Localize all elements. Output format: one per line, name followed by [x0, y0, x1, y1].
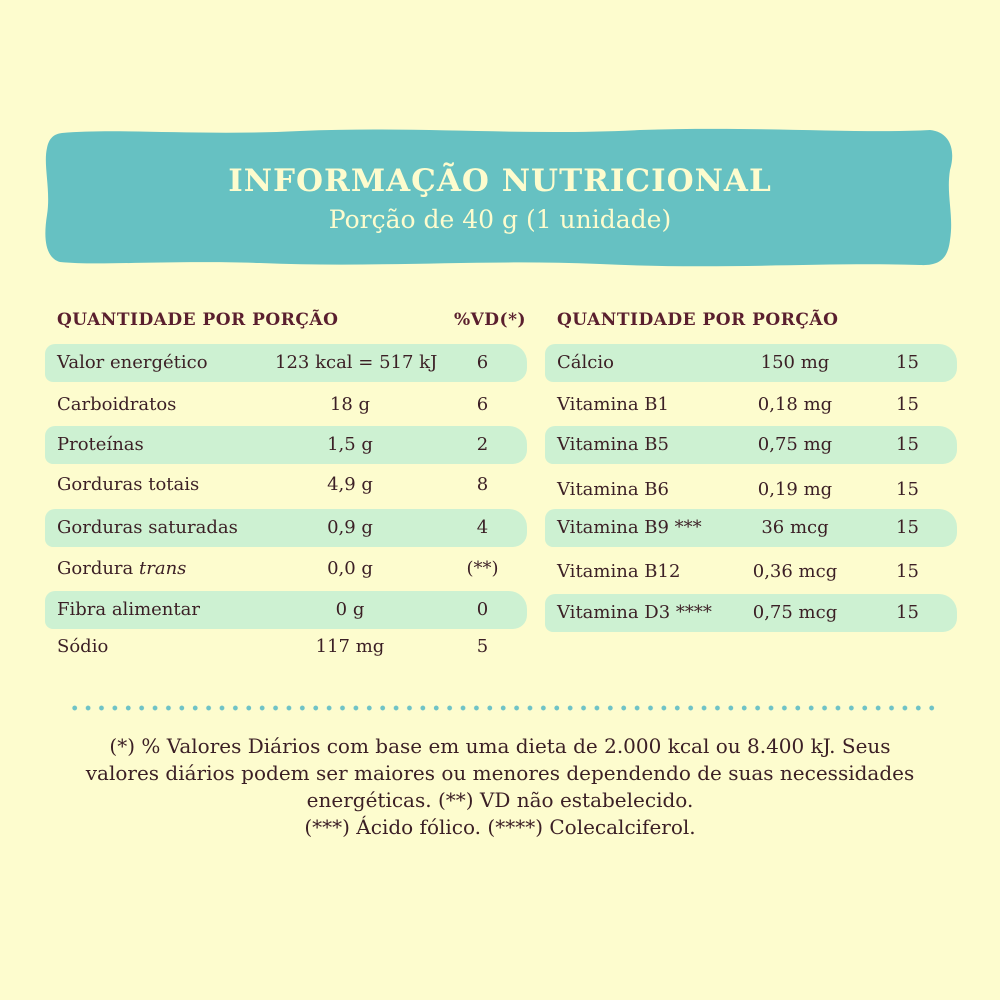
daily-value-percent: (**)	[466, 558, 499, 579]
nutrient-name-italic: trans	[139, 558, 187, 579]
nutrient-name: Vitamina D3 ****	[557, 602, 712, 623]
nutrient-amount: 150 mg	[760, 352, 830, 373]
daily-value-percent: 6	[476, 394, 489, 415]
table-header	[45, 310, 527, 336]
nutrient-amount: 0,36 mcg	[752, 561, 838, 582]
nutrient-amount: 4,9 g	[327, 474, 373, 495]
nutrient-amount: 0,75 mg	[757, 434, 833, 455]
vitamins-table	[545, 310, 957, 623]
table-row	[45, 509, 527, 547]
nutrient-name: Vitamina B9 ***	[557, 517, 702, 538]
nutrient-name: Vitamina B1	[557, 394, 669, 415]
daily-value-percent: 8	[476, 474, 489, 495]
portion-subtitle: Porção de 40 g (1 unidade)	[328, 205, 672, 234]
table-row	[545, 553, 957, 591]
nutrient-amount: 123 kcal = 517 kJ	[275, 352, 438, 373]
nutrient-name: Proteínas	[57, 434, 144, 455]
column-header-quantity: QUANTIDADE POR PORÇÃO	[557, 310, 839, 330]
footnote-line: valores diários podem ser maiores ou menores dependendo de suas necessidades	[85, 761, 915, 785]
nutrient-amount: 0,19 mg	[757, 479, 833, 500]
nutrient-name: Vitamina B5	[557, 434, 669, 455]
nutrient-name: Gorduras saturadas	[57, 517, 238, 538]
footnote-line: (***) Ácido fólico. (****) Colecalciferol.	[304, 815, 696, 839]
table-row	[545, 426, 957, 464]
nutrient-amount: 36 mcg	[761, 517, 829, 538]
nutrient-amount: 0,75 mcg	[752, 602, 838, 623]
table-row	[45, 426, 527, 464]
table-row	[545, 594, 957, 632]
table-row	[45, 628, 527, 666]
footnote-line: (*) % Valores Diários com base em uma dieta de 2.000 kcal ou 8.400 kJ. Seus	[109, 734, 891, 758]
nutrient-amount: 0,18 mg	[757, 394, 833, 415]
nutrient-name	[57, 558, 186, 579]
table-row	[45, 386, 527, 424]
column-header-vd: %VD(*)	[453, 310, 527, 330]
column-header-quantity: QUANTIDADE POR PORÇÃO	[57, 310, 339, 330]
table-row	[545, 386, 957, 424]
daily-value-percent: 15	[896, 394, 919, 415]
daily-value-percent: 5	[476, 636, 489, 657]
nutrient-amount: 0 g	[335, 599, 365, 620]
nutrient-amount: 18 g	[329, 394, 371, 415]
nutrient-name: Carboidratos	[57, 394, 177, 415]
title-banner	[0, 0, 1000, 300]
table-row	[45, 466, 527, 504]
table-row	[545, 471, 957, 509]
daily-value-percent: 15	[896, 479, 919, 500]
footnote	[40, 733, 960, 841]
daily-value-percent: 15	[896, 602, 919, 623]
table-row	[45, 591, 527, 629]
table-header	[545, 310, 957, 336]
nutrient-name: Fibra alimentar	[57, 599, 200, 620]
nutrient-amount: 1,5 g	[327, 434, 373, 455]
nutrition-table	[45, 310, 527, 657]
nutrient-amount: 117 mg	[315, 636, 385, 657]
nutrient-name-prefix: Gordura	[57, 558, 139, 579]
dotted-divider	[68, 704, 940, 712]
footnote-line: energéticas. (**) VD não estabelecido.	[306, 788, 694, 812]
nutrient-name: Valor energético	[57, 352, 208, 373]
table-row	[45, 344, 527, 382]
daily-value-percent: 15	[896, 434, 919, 455]
page-title: INFORMAÇÃO NUTRICIONAL	[228, 163, 772, 199]
nutrient-name: Cálcio	[557, 352, 614, 373]
table-row	[545, 509, 957, 547]
daily-value-percent: 2	[476, 434, 489, 455]
daily-value-percent: 0	[476, 599, 489, 620]
nutrient-amount: 0,0 g	[327, 558, 373, 579]
nutrient-name: Sódio	[57, 636, 109, 657]
daily-value-percent: 6	[476, 352, 489, 373]
daily-value-percent: 15	[896, 561, 919, 582]
daily-value-percent: 4	[476, 517, 489, 538]
nutrient-name: Vitamina B12	[557, 561, 681, 582]
table-row	[45, 550, 527, 588]
daily-value-percent: 15	[896, 352, 919, 373]
nutrient-name: Vitamina B6	[557, 479, 669, 500]
nutrient-amount: 0,9 g	[327, 517, 373, 538]
daily-value-percent: 15	[896, 517, 919, 538]
nutrient-name: Gorduras totais	[57, 474, 200, 495]
table-row	[545, 344, 957, 382]
